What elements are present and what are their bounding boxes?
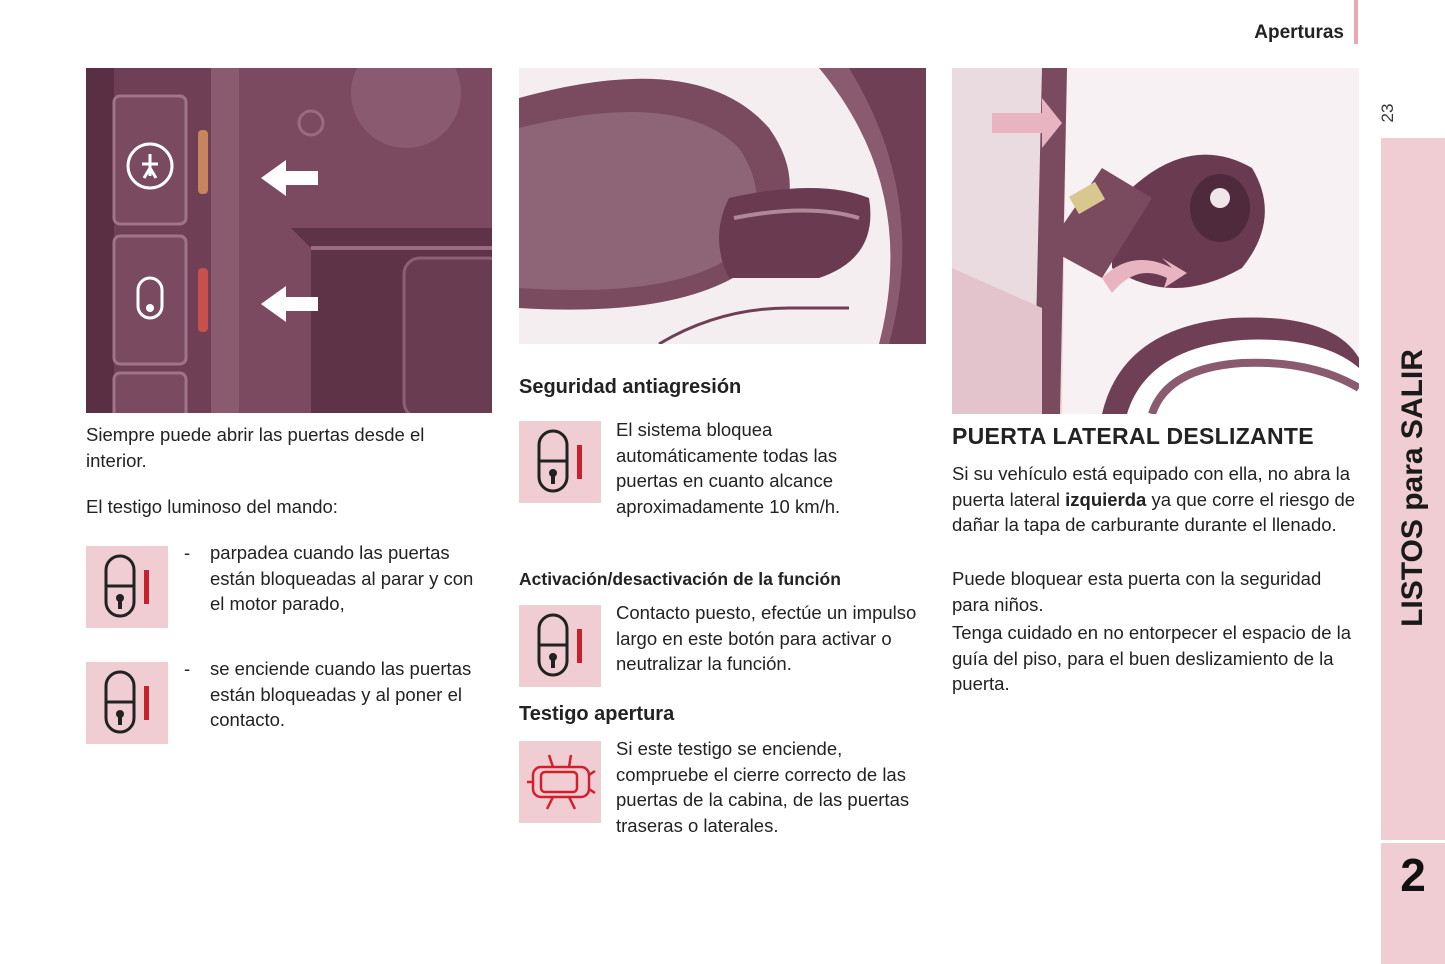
sidebar-divider: [1381, 840, 1445, 843]
fuel-flap-illustration: [952, 68, 1359, 414]
chapter-number: 2: [1400, 849, 1426, 901]
lock-indicator-icon: [86, 546, 168, 628]
heading-seguridad: Seguridad antiagresión: [519, 376, 742, 398]
heading-testigo: Testigo apertura: [519, 703, 675, 725]
chapter-title: LISTOS para SALIR: [1396, 349, 1429, 627]
testigo-paragraph: Si este testigo se enciende, compruebe el cierre correcto de las puertas de la cabina, de las puertas traseras o laterales.: [616, 738, 910, 836]
lock-indicator-icon: [519, 605, 601, 687]
list-bullet: -: [184, 658, 191, 679]
indicator-lead: El testigo luminoso del mando:: [86, 496, 338, 517]
intro-paragraph: Siempre puede abrir las puertas desde el interior.: [86, 424, 425, 471]
door-handle-illustration: [519, 68, 926, 344]
list-item: se enciende cuando las puertas están bloqueadas y al poner el contacto.: [210, 658, 472, 730]
activacion-paragraph: Contacto puesto, efectúe un impulso largo en este botón para activar o neutralizar la función.: [616, 602, 917, 674]
list-item: parpadea cuando las puertas están bloqueadas al parar y con el motor parado,: [210, 542, 474, 614]
lock-indicator-icon: [519, 421, 601, 503]
puerta-lateral-paragraph-1: Si su vehículo está equipado con ella, no abra la puerta lateral izquierda ya que corre el riesgo de dañar la tapa de carburante durante el llenado.: [952, 463, 1356, 535]
page-number: 23: [1378, 103, 1397, 123]
puerta-lateral-paragraph-3: Tenga cuidado en no entorpecer el espacio de la guía del piso, para el buen deslizamiento de la puerta.: [952, 622, 1352, 694]
seguridad-paragraph: El sistema bloquea automáticamente todas las puertas en cuanto alcance aproximadamente 10 km/h.: [616, 419, 841, 517]
header-accent-line: [1354, 0, 1358, 44]
section-header: Aperturas: [1254, 22, 1344, 43]
list-bullet: -: [184, 542, 191, 563]
heading-activacion: Activación/desactivación de la función: [519, 569, 841, 589]
lock-indicator-icon: [86, 662, 168, 744]
switch-panel-illustration: [86, 68, 492, 413]
heading-puerta-lateral: PUERTA LATERAL DESLIZANTE: [952, 423, 1314, 449]
door-open-warning-icon: [519, 741, 601, 823]
puerta-lateral-paragraph-2: Puede bloquear esta puerta con la seguridad para niños.: [952, 568, 1322, 615]
